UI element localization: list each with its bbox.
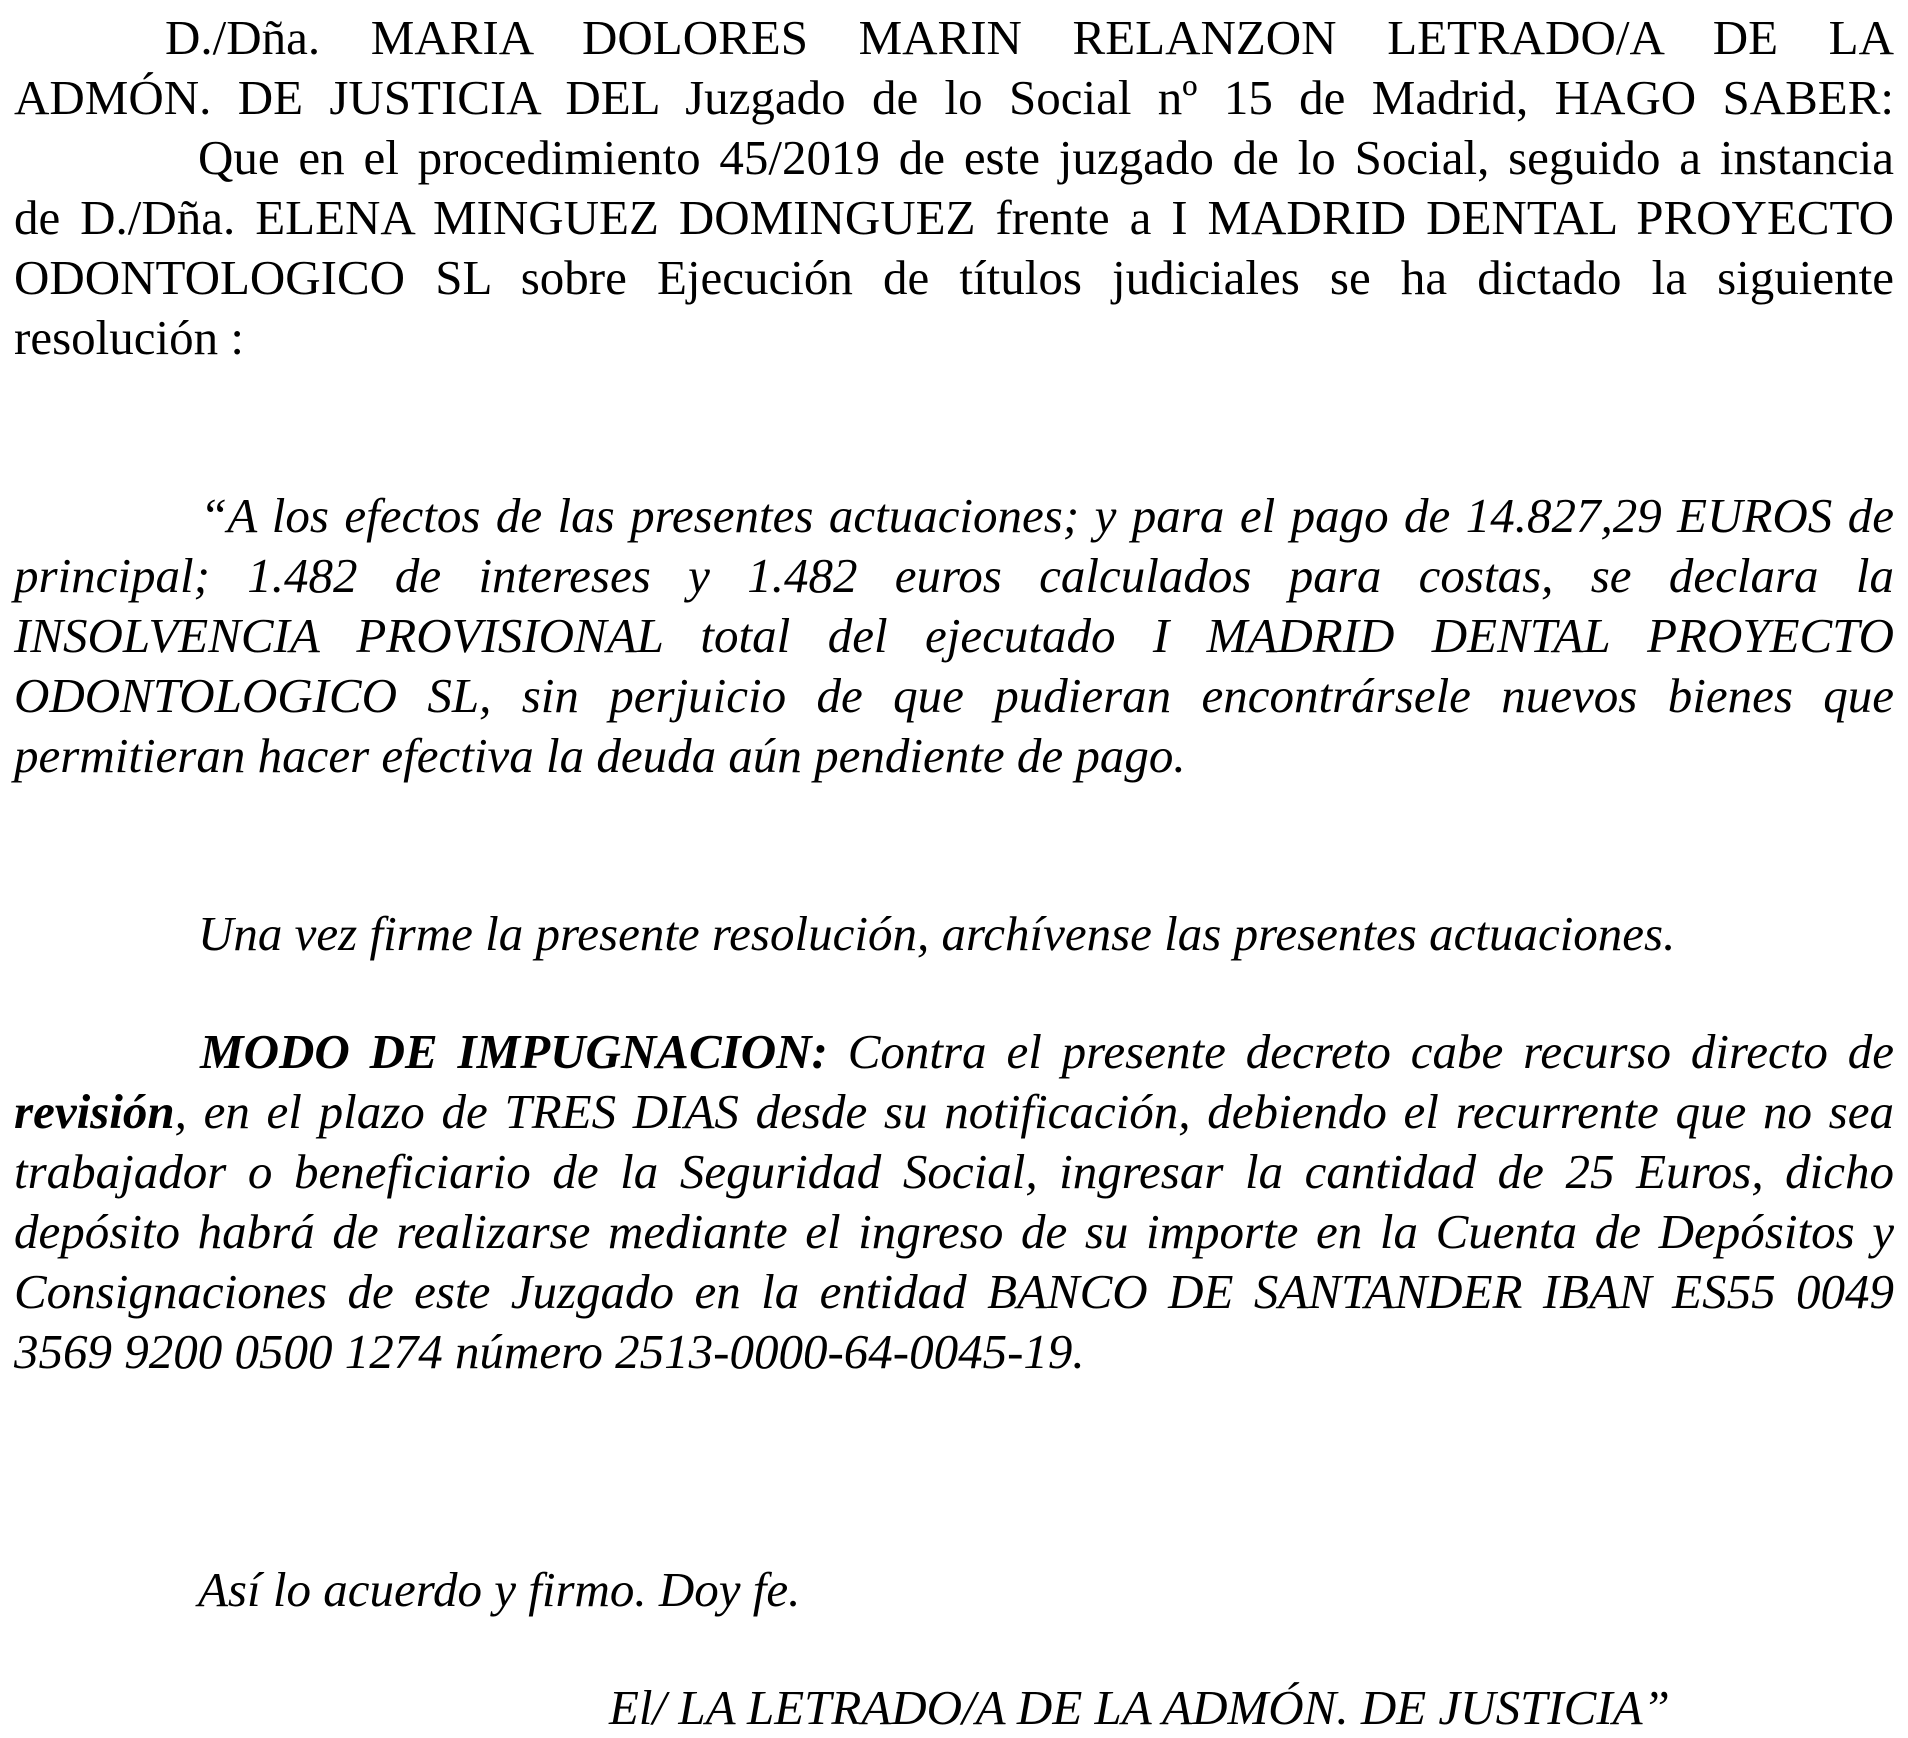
impugnacion-line-5: Consignaciones de este Juzgado en la entidad BANCO DE SANTANDER IBAN ES55 0049 [14,1264,1894,1319]
intro-line-4: resolución : [14,310,244,365]
revision-term: revisión [14,1084,175,1139]
impugnacion-line-1 [14,1022,1894,1082]
quote-line-5: permitieran hacer efectiva la deuda aún pendiente de pago. [14,728,1186,783]
header-block [14,8,1894,128]
archive-paragraph [14,904,1894,964]
impugnacion-line-2 [14,1082,1894,1142]
header-line-1: D./Dña. MARIA DOLORES MARIN RELANZON LETRADO/A DE LA [165,10,1894,65]
quote-line-3: INSOLVENCIA PROVISIONAL total del ejecutado I MADRID DENTAL PROYECTO [14,608,1894,663]
quote-line-2: principal; 1.482 de intereses y 1.482 euros calculados para costas, se declara la [14,548,1894,603]
document-page [14,0,1894,1738]
impugnacion-line-4: depósito habrá de realizarse mediante el ingreso de su importe en la Cuenta de Depósitos y [14,1204,1894,1259]
intro-line-2: de D./Dña. ELENA MINGUEZ DOMINGUEZ frente a I MADRID DENTAL PROYECTO [14,190,1894,245]
resolution-quote [14,486,1894,786]
archive-text: Una vez firme la presente resolución, archívense las presentes actuaciones. [198,906,1676,961]
impugnacion-line-3: trabajador o beneficiario de la Seguridad Social, ingresar la cantidad de 25 Euros, dicho [14,1144,1894,1199]
closing-text: Así lo acuerdo y firmo. Doy fe. [198,1562,801,1617]
intro-paragraph [14,128,1894,368]
quote-line-4: ODONTOLOGICO SL, sin perjuicio de que pudieran encontrársele nuevos bienes que [14,668,1894,723]
intro-line-3: ODONTOLOGICO SL sobre Ejecución de títulos judiciales se ha dictado la siguiente [14,250,1894,305]
quote-line-1: “A los efectos de las presentes actuaciones; y para el pago de 14.827,29 EUROS de [200,488,1894,543]
signature-paragraph [14,1678,1894,1738]
intro-line-1: Que en el procedimiento 45/2019 de este juzgado de lo Social, seguido a instancia [198,130,1894,185]
impugnacion-heading: MODO DE IMPUGNACION: [200,1024,828,1079]
header-line-2: ADMÓN. DE JUSTICIA DEL Juzgado de lo Social nº 15 de Madrid, HAGO SABER: [14,70,1894,125]
impugnacion-line-6: 3569 9200 0500 1274 número 2513-0000-64-0045-19. [14,1324,1085,1379]
closing-paragraph [14,1560,1894,1620]
impugnacion-line-1-text: Contra el presente decreto cabe recurso directo de [827,1024,1894,1079]
impugnacion-line-2-text: , en el plazo de TRES DIAS desde su notificación, debiendo el recurrente que no sea [174,1084,1894,1139]
signature-text: El/ LA LETRADO/A DE LA ADMÓN. DE JUSTICIA” [609,1680,1670,1735]
impugnacion-paragraph [14,1022,1894,1382]
